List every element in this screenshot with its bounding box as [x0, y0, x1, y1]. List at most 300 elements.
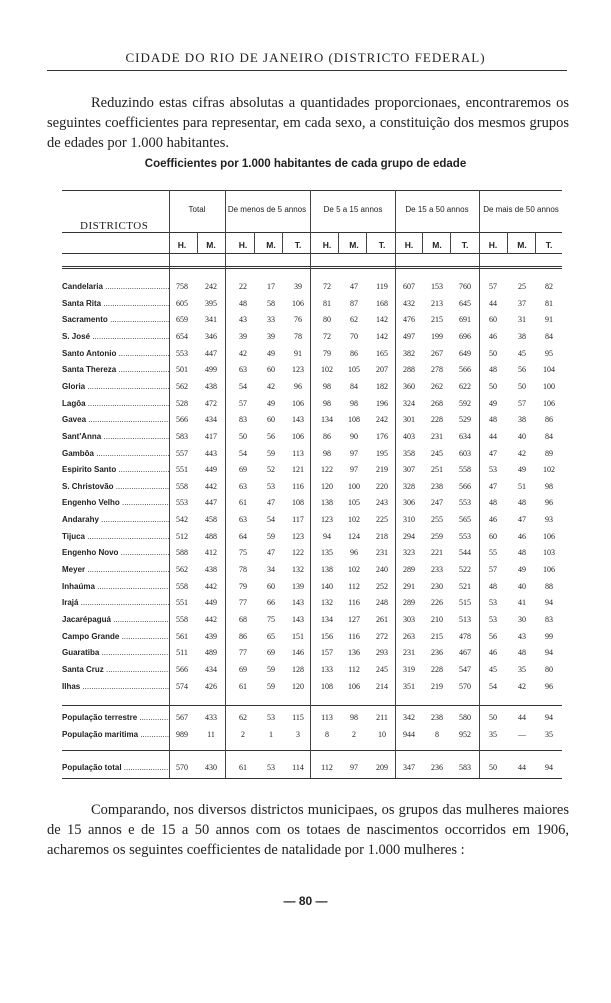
- table-cell: 231: [403, 648, 415, 658]
- table-cell: 989: [176, 730, 188, 739]
- table-cell: 108: [292, 498, 304, 508]
- table-cell: 53: [489, 465, 497, 475]
- subcolumn-divider: [507, 232, 508, 254]
- table-cell: 34: [267, 565, 275, 575]
- table-cell: 76: [294, 315, 302, 325]
- table-cell: 82: [545, 282, 553, 291]
- table-cell: 106: [292, 431, 304, 441]
- closing-paragraph: Comparando, nos diversos districtos municipaes, os grupos das mulheres maiores de 15 annos e de 15 a 50 annos com os totaes de nascimentos occorridos em 1906, acharemos os seguintes coefficientes de natalidade por 1.000 mulheres :: [47, 802, 569, 858]
- table-cell: 944: [403, 730, 415, 739]
- table-row: [0, 282, 611, 299]
- table-cell: 522: [459, 565, 471, 575]
- subheader-h: H.: [177, 240, 187, 250]
- table-cell: 303: [403, 615, 415, 624]
- table-cell: 128: [292, 664, 304, 674]
- table-cell: 143: [292, 415, 304, 425]
- table-cell: 57: [239, 398, 247, 408]
- table-cell: 156: [321, 631, 333, 641]
- table-cell: 580: [459, 713, 471, 722]
- table-cell: 136: [348, 648, 360, 658]
- table-cell: 54: [239, 448, 247, 458]
- table-cell: 50: [489, 348, 497, 358]
- table-cell: 115: [292, 713, 304, 722]
- table-cell: 310: [403, 515, 415, 525]
- table-cell: 231: [376, 548, 388, 558]
- subheader-h: H.: [488, 240, 498, 250]
- table-cell: 57: [489, 565, 497, 575]
- district-name: Lagôa .....: [62, 399, 170, 408]
- table-cell: 53: [489, 615, 497, 624]
- table-cell: 99: [545, 631, 553, 641]
- subcolumn-divider: [197, 232, 198, 254]
- district-name: Sacramento .....: [62, 315, 170, 324]
- table-cell: 261: [376, 615, 388, 624]
- table-cell: 80: [545, 664, 553, 674]
- page-number: — 80 —: [283, 894, 328, 908]
- table-cell: 123: [321, 515, 333, 525]
- table-cell: 50: [489, 381, 497, 391]
- table-cell: 157: [321, 648, 333, 658]
- table-cell: 69: [239, 465, 247, 475]
- table-cell: 46: [489, 515, 497, 525]
- table-cell: 634: [459, 431, 471, 441]
- table-cell: 69: [239, 664, 247, 674]
- table-cell: 94: [545, 598, 553, 608]
- table-cell: 35: [489, 730, 497, 739]
- district-name: Engenho Velho .....: [62, 498, 170, 507]
- table-cell: 97: [350, 448, 358, 458]
- table-cell: 489: [205, 648, 217, 658]
- table-cell: 323: [403, 548, 415, 558]
- table-cell: 307: [403, 465, 415, 475]
- table-cell: 48: [518, 498, 526, 508]
- table-cell: 218: [376, 531, 388, 541]
- table-cell: 120: [321, 481, 333, 491]
- table-cell: 46: [489, 331, 497, 341]
- table-cell: 50: [518, 381, 526, 391]
- table-rule: [62, 268, 562, 269]
- table-cell: 547: [459, 664, 471, 674]
- table-cell: 236: [431, 648, 443, 658]
- table-cell: 341: [205, 315, 217, 325]
- table-cell: 301: [403, 415, 415, 425]
- table-cell: 44: [489, 431, 497, 441]
- subheader-t: T.: [378, 240, 386, 250]
- table-row: [0, 598, 611, 615]
- table-cell: 132: [321, 598, 333, 608]
- table-cell: 153: [431, 282, 443, 291]
- table-row: [0, 763, 611, 780]
- table-cell: 102: [321, 365, 333, 375]
- table-cell: 78: [239, 565, 247, 575]
- table-cell: 565: [459, 515, 471, 525]
- table-cell: 558: [176, 481, 188, 491]
- table-cell: 245: [376, 664, 388, 674]
- table-cell: 242: [376, 415, 388, 425]
- table-cell: 79: [239, 581, 247, 591]
- table-cell: 105: [348, 498, 360, 508]
- table-cell: 45: [489, 664, 497, 674]
- table-cell: 31: [518, 315, 526, 325]
- table-cell: 605: [176, 298, 188, 308]
- table-row: [0, 565, 611, 582]
- table-cell: 87: [350, 298, 358, 308]
- table-cell: 132: [292, 565, 304, 575]
- table-cell: 512: [176, 531, 188, 541]
- table-cell: 63: [239, 515, 247, 525]
- table-row: [0, 399, 611, 416]
- table-cell: 351: [403, 681, 415, 691]
- table-cell: 515: [459, 598, 471, 608]
- table-cell: 442: [205, 615, 217, 624]
- table-cell: 251: [431, 465, 443, 475]
- table-cell: 60: [489, 315, 497, 325]
- table-cell: 116: [348, 631, 360, 641]
- table-cell: 645: [459, 298, 471, 308]
- table-cell: 100: [348, 481, 360, 491]
- table-cell: 119: [376, 282, 388, 291]
- table-cell: 11: [207, 730, 215, 739]
- table-cell: 84: [545, 431, 553, 441]
- table-cell: 62: [239, 713, 247, 722]
- table-cell: 346: [205, 331, 217, 341]
- table-cell: 53: [267, 713, 275, 722]
- table-cell: 151: [292, 631, 304, 641]
- table-cell: 52: [267, 465, 275, 475]
- table-cell: 592: [459, 398, 471, 408]
- table-cell: 566: [176, 415, 188, 425]
- table-cell: 219: [376, 465, 388, 475]
- table-cell: 47: [489, 481, 497, 491]
- table-cell: 134: [321, 415, 333, 425]
- table-cell: 112: [348, 664, 360, 674]
- table-cell: 210: [431, 615, 443, 624]
- table-row: [0, 665, 611, 682]
- table-cell: 41: [518, 598, 526, 608]
- subheader-m: M.: [266, 240, 276, 250]
- table-cell: 395: [205, 298, 217, 308]
- table-cell: 139: [292, 581, 304, 591]
- table-cell: 566: [459, 481, 471, 491]
- table-cell: 142: [376, 315, 388, 325]
- table-cell: 37: [518, 298, 526, 308]
- table-row: [0, 299, 611, 316]
- table-cell: 760: [459, 282, 471, 291]
- table-cell: 86: [545, 415, 553, 425]
- table-cell: 50: [489, 713, 497, 722]
- table-cell: 98: [350, 398, 358, 408]
- table-cell: 442: [205, 481, 217, 491]
- intro-paragraph: Reduzindo estas cifras absolutas a quantidades proporcionaes, encontraremos os seguintes coefficientes para representar, em cada sexo, a constituição dos mesmos grupos de edades por 1.000 habitantes.: [47, 95, 569, 151]
- table-cell: 238: [431, 713, 443, 722]
- table-cell: 90: [350, 431, 358, 441]
- table-cell: 60: [267, 581, 275, 591]
- table-cell: 472: [205, 398, 217, 408]
- table-cell: 231: [431, 431, 443, 441]
- table-cell: 240: [376, 565, 388, 575]
- table-cell: 49: [267, 398, 275, 408]
- table-cell: 102: [348, 515, 360, 525]
- district-name: População total .....: [62, 763, 170, 772]
- table-cell: 447: [205, 498, 217, 508]
- table-cell: 449: [205, 598, 217, 608]
- table-cell: 59: [267, 448, 275, 458]
- table-cell: 48: [489, 498, 497, 508]
- table-cell: 255: [431, 515, 443, 525]
- table-cell: 50: [239, 431, 247, 441]
- table-cell: 106: [292, 398, 304, 408]
- table-cell: 221: [431, 548, 443, 558]
- table-cell: 434: [205, 415, 217, 425]
- table-cell: 75: [239, 548, 247, 558]
- table-cell: 247: [431, 498, 443, 508]
- table-cell: 60: [489, 531, 497, 541]
- table-rule: [62, 266, 562, 267]
- table-cell: 165: [376, 348, 388, 358]
- table-cell: 114: [292, 763, 304, 772]
- table-cell: 360: [403, 381, 415, 391]
- table-row: [0, 532, 611, 549]
- table-cell: 570: [176, 763, 188, 772]
- table-cell: 432: [403, 298, 415, 308]
- table-cell: 35: [518, 664, 526, 674]
- table-cell: 45: [518, 348, 526, 358]
- table-cell: 3: [296, 730, 300, 739]
- table-title: Coefficientes por 1.000 habitantes de cada grupo de edade: [144, 158, 467, 170]
- subcolumn-divider: [338, 232, 339, 254]
- table-cell: 691: [459, 315, 471, 325]
- district-name: Jacarépaguá .....: [62, 615, 170, 624]
- subheader-m: M.: [349, 240, 359, 250]
- table-cell: 272: [376, 631, 388, 641]
- table-cell: 551: [176, 465, 188, 475]
- table-cell: 449: [205, 465, 217, 475]
- table-cell: 467: [459, 648, 471, 658]
- table-cell: 558: [176, 581, 188, 591]
- table-cell: 53: [267, 763, 275, 772]
- table-cell: 102: [348, 565, 360, 575]
- table-cell: 228: [431, 415, 443, 425]
- group-header: De menos de 5 annos: [227, 205, 307, 214]
- subheader-m: M.: [432, 240, 442, 250]
- table-cell: 289: [403, 598, 415, 608]
- table-cell: 562: [176, 381, 188, 391]
- table-cell: 347: [403, 763, 415, 772]
- table-cell: 209: [376, 763, 388, 772]
- district-name: S. Christovão .....: [62, 482, 170, 491]
- table-cell: 10: [378, 730, 386, 739]
- table-row: [0, 349, 611, 366]
- table-cell: 94: [545, 763, 553, 772]
- table-row: [0, 382, 611, 399]
- table-cell: 133: [321, 664, 333, 674]
- group-header: De mais de 50 annos: [483, 205, 559, 214]
- table-cell: 49: [518, 465, 526, 475]
- table-row: [0, 548, 611, 565]
- table-cell: 499: [205, 365, 217, 375]
- table-cell: 75: [267, 615, 275, 624]
- table-cell: 56: [518, 365, 526, 375]
- table-cell: 59: [267, 531, 275, 541]
- table-cell: 77: [239, 648, 247, 658]
- table-cell: 116: [292, 481, 304, 491]
- district-name: Tijuca .....: [62, 532, 170, 541]
- table-row: [0, 449, 611, 466]
- district-name: Irajá .....: [62, 598, 170, 607]
- table-cell: 528: [176, 398, 188, 408]
- table-cell: 252: [376, 581, 388, 591]
- table-cell: 42: [518, 681, 526, 691]
- table-cell: 553: [176, 348, 188, 358]
- table-cell: 219: [431, 681, 443, 691]
- table-cell: 121: [292, 465, 304, 475]
- table-cell: 262: [431, 381, 443, 391]
- table-cell: 57: [489, 282, 497, 291]
- table-cell: 2: [352, 730, 356, 739]
- table-cell: 267: [431, 348, 443, 358]
- table-cell: 56: [267, 431, 275, 441]
- table-cell: 49: [489, 398, 497, 408]
- table-cell: 438: [205, 381, 217, 391]
- district-name: Santa Cruz .....: [62, 665, 170, 674]
- table-cell: 245: [431, 448, 443, 458]
- table-cell: 211: [376, 713, 388, 722]
- table-cell: 138: [321, 565, 333, 575]
- district-name: Santo Antonio .....: [62, 349, 170, 358]
- table-cell: 122: [321, 465, 333, 475]
- table-cell: 561: [176, 631, 188, 641]
- table-cell: 553: [459, 498, 471, 508]
- table-cell: 236: [431, 763, 443, 772]
- table-cell: 17: [267, 282, 275, 291]
- table-cell: 403: [403, 431, 415, 441]
- table-cell: 105: [348, 365, 360, 375]
- table-cell: 72: [323, 331, 331, 341]
- table-cell: 199: [431, 331, 443, 341]
- table-cell: 106: [348, 681, 360, 691]
- table-cell: 54: [489, 681, 497, 691]
- table-rule: [62, 190, 562, 191]
- districts-column-label: DISTRICTOS: [80, 220, 149, 232]
- table-cell: 358: [403, 448, 415, 458]
- table-cell: 91: [294, 348, 302, 358]
- table-cell: 65: [267, 631, 275, 641]
- subheader-h: H.: [322, 240, 332, 250]
- district-name: Ilhas .....: [62, 682, 170, 691]
- table-cell: 81: [323, 298, 331, 308]
- table-cell: 98: [323, 381, 331, 391]
- table-cell: 122: [292, 548, 304, 558]
- table-cell: 44: [518, 713, 526, 722]
- table-cell: 51: [518, 481, 526, 491]
- table-cell: 44: [489, 298, 497, 308]
- table-cell: 8: [325, 730, 329, 739]
- table-cell: 458: [205, 515, 217, 525]
- district-name: Engenho Novo .....: [62, 548, 170, 557]
- table-cell: 49: [267, 348, 275, 358]
- subheader-t: T.: [294, 240, 302, 250]
- table-cell: 102: [543, 465, 555, 475]
- table-cell: 84: [545, 331, 553, 341]
- table-cell: 382: [403, 348, 415, 358]
- table-cell: 97: [350, 763, 358, 772]
- table-cell: 501: [176, 365, 188, 375]
- table-cell: 39: [267, 331, 275, 341]
- table-cell: 529: [459, 415, 471, 425]
- table-cell: 96: [294, 381, 302, 391]
- table-cell: 513: [459, 615, 471, 624]
- subheader-t: T.: [545, 240, 553, 250]
- table-cell: 57: [518, 398, 526, 408]
- table-cell: 63: [239, 481, 247, 491]
- table-cell: 324: [403, 398, 415, 408]
- table-cell: 112: [321, 763, 333, 772]
- table-cell: 47: [267, 498, 275, 508]
- table-row: [0, 432, 611, 449]
- table-cell: 551: [176, 598, 188, 608]
- table-cell: 48: [518, 548, 526, 558]
- table-cell: 442: [205, 581, 217, 591]
- table-cell: 196: [376, 398, 388, 408]
- table-cell: 104: [543, 365, 555, 375]
- table-row: [0, 415, 611, 432]
- table-cell: 558: [176, 615, 188, 624]
- table-cell: 215: [431, 315, 443, 325]
- table-cell: 94: [545, 648, 553, 658]
- district-name: Meyer .....: [62, 565, 170, 574]
- table-cell: 447: [205, 348, 217, 358]
- table-cell: 106: [292, 298, 304, 308]
- subcolumn-divider: [535, 232, 536, 254]
- subheader-h: H.: [404, 240, 414, 250]
- table-cell: 248: [376, 598, 388, 608]
- table-cell: 430: [205, 763, 217, 772]
- table-cell: 143: [292, 598, 304, 608]
- table-cell: 53: [267, 481, 275, 491]
- table-cell: 113: [321, 713, 333, 722]
- group-header: De 5 a 15 annos: [323, 205, 383, 214]
- table-cell: 566: [459, 365, 471, 375]
- table-cell: 238: [431, 481, 443, 491]
- table-cell: 497: [403, 331, 415, 341]
- table-cell: 220: [376, 481, 388, 491]
- subheader-h: H.: [238, 240, 248, 250]
- table-cell: 195: [376, 448, 388, 458]
- table-row: [0, 582, 611, 599]
- table-cell: 143: [292, 615, 304, 624]
- table-cell: 42: [267, 381, 275, 391]
- table-cell: 553: [176, 498, 188, 508]
- table-cell: 83: [545, 615, 553, 624]
- table-cell: 94: [545, 713, 553, 722]
- table-cell: 542: [176, 515, 188, 525]
- table-cell: 106: [543, 531, 555, 541]
- table-cell: 108: [321, 681, 333, 691]
- table-cell: 72: [323, 282, 331, 291]
- district-name: Candelaria .....: [62, 282, 170, 291]
- table-cell: 649: [459, 348, 471, 358]
- table-cell: 47: [267, 548, 275, 558]
- table-cell: 289: [403, 565, 415, 575]
- table-cell: 135: [321, 548, 333, 558]
- table-cell: 123: [292, 365, 304, 375]
- table-cell: 69: [267, 648, 275, 658]
- table-cell: 59: [267, 664, 275, 674]
- subcolumn-divider: [366, 232, 367, 254]
- table-cell: 426: [205, 681, 217, 691]
- table-row: [0, 332, 611, 349]
- subheader-t: T.: [461, 240, 469, 250]
